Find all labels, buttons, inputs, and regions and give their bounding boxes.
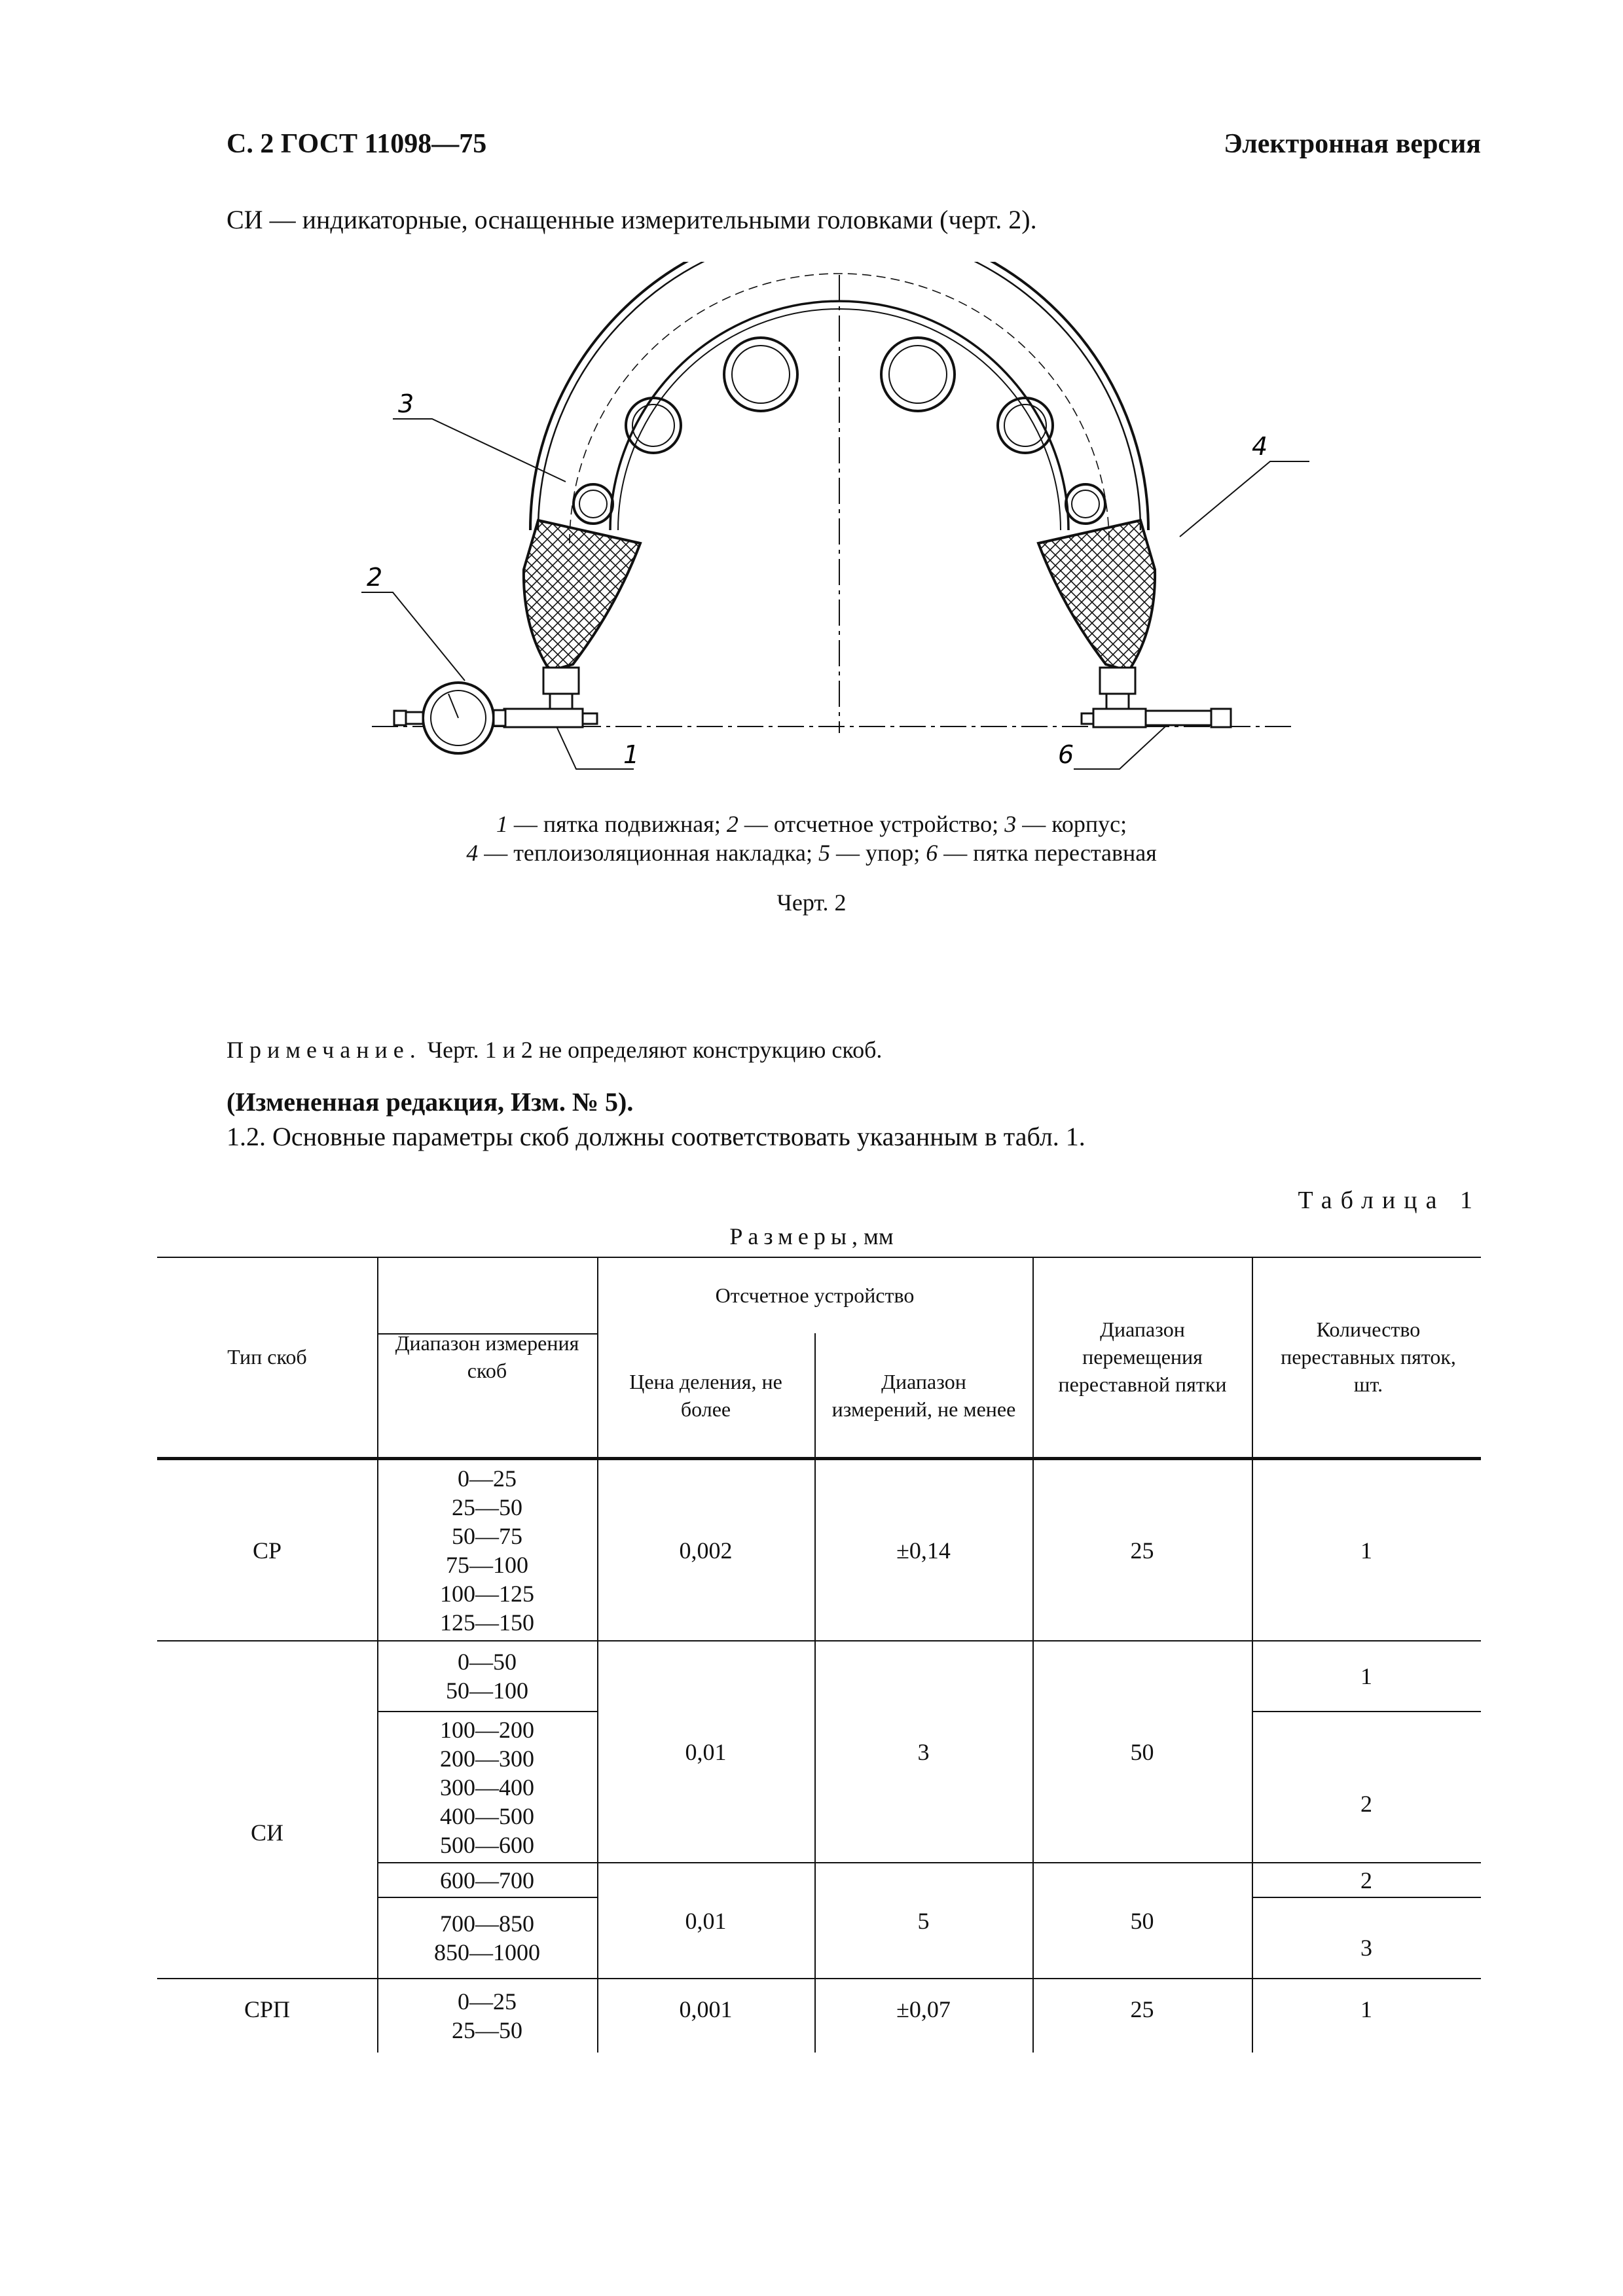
movable-anvil-assembly	[504, 668, 597, 727]
header-type: Тип скоб	[227, 1345, 307, 1369]
amendment-note: (Измененная редакция, Изм. № 5).	[227, 1087, 634, 1117]
legend-text: — корпус;	[1016, 811, 1127, 837]
table-cell-si-type: СИ	[250, 1820, 283, 1846]
legend-num: 3	[1004, 811, 1017, 837]
intro-text: СИ — индикаторные, оснащенные измерительными головками (черт. 2).	[227, 205, 1037, 234]
table-units	[0, 1223, 1623, 1250]
table-cell-si-qty-1: 1	[1360, 1663, 1372, 1689]
table-cell-si-range-4: 700—850 850—1000	[434, 1910, 540, 1965]
insulation-pad-left	[524, 520, 640, 671]
table-cell-sr-type: СР	[252, 1537, 282, 1564]
table-cell-si-range-1: 0—50 50—100	[446, 1649, 528, 1704]
table-cell-si-range-2: 100—200 200—300 300—400 400—500 500—600	[440, 1716, 534, 1858]
table-cell-srp-qty: 1	[1360, 1996, 1372, 2022]
insulation-pad-right	[1038, 520, 1155, 671]
units-label: Размеры	[729, 1223, 852, 1249]
table-cell-si-qty-4: 3	[1360, 1935, 1372, 1961]
table-cell-si-division-a: 0,01	[685, 1738, 727, 1765]
table-label: Таблица 1	[1298, 1187, 1481, 1214]
table-cell-srp-move: 25	[1130, 1996, 1154, 2022]
paragraph-1-2: 1.2. Основные параметры скоб должны соответствовать указанным в табл. 1.	[227, 1122, 1085, 1151]
callout-2: 2	[367, 563, 383, 592]
figure-legend-line-2	[0, 839, 1623, 867]
page-header-left: С. 2 ГОСТ 11098—75	[227, 129, 487, 159]
note	[227, 1036, 882, 1064]
legend-text: — теплоизоляционная накладка;	[478, 840, 818, 866]
legend-text: — упор;	[830, 840, 926, 866]
callout-4: 4	[1252, 432, 1268, 461]
dial-indicator	[394, 683, 505, 753]
table-cell-si-division-b: 0,01	[685, 1907, 727, 1934]
callout-3: 3	[398, 389, 414, 418]
header-meas-range: Диапазон измерений, не менее	[831, 1369, 1016, 1421]
page-header-right: Электронная версия	[1224, 129, 1481, 159]
table-cell-srp-meas: ±0,07	[896, 1996, 951, 2022]
table-cell-srp-division: 0,001	[679, 1996, 733, 2022]
parameters-table	[157, 1257, 1481, 2053]
legend-text: — пятка подвижная;	[507, 811, 727, 837]
legend-text: — пятка переставная	[938, 840, 1157, 866]
table-cell-si-qty-2: 2	[1360, 1790, 1372, 1817]
table-cell-si-move-b: 50	[1130, 1907, 1154, 1934]
table-cell-sr-qty: 1	[1360, 1537, 1372, 1564]
table-cell-sr-move: 25	[1130, 1537, 1154, 1564]
figure-legend-line-1	[0, 810, 1623, 838]
legend-num: 4	[466, 840, 479, 866]
header-reading-device: Отсчетное устройство	[715, 1283, 915, 1307]
table-cell-sr-division: 0,002	[679, 1537, 733, 1564]
legend-num: 1	[496, 811, 508, 837]
note-text: Черт. 1 и 2 не определяют конструкцию скоб.	[421, 1037, 883, 1063]
table-cell-si-meas-b: 5	[917, 1907, 930, 1934]
caliper-drawing	[354, 262, 1309, 772]
note-label: Примечание.	[227, 1037, 422, 1063]
legend-num: 6	[926, 840, 938, 866]
legend-num: 2	[726, 811, 739, 837]
callout-1: 1	[623, 740, 640, 769]
table-cell-srp-ranges: 0—25 25—50	[452, 1988, 522, 2043]
table-cell-sr-meas: ±0,14	[896, 1537, 951, 1564]
table-cell-sr-ranges: 0—25 25—50 50—75 75—100 100—125 125—150	[440, 1465, 534, 1636]
table-cell-si-move-a: 50	[1130, 1738, 1154, 1765]
legend-text: — отсчетное устройство;	[738, 811, 1005, 837]
table-cell-srp-type: СРП	[244, 1996, 291, 2022]
header-division: Цена деления, не более	[629, 1369, 782, 1421]
header-movement: Диапазон перемещения переставной пятки	[1058, 1318, 1227, 1396]
table-cell-si-range-3: 600—700	[440, 1867, 534, 1893]
legend-num: 5	[818, 840, 830, 866]
units-unit: , мм	[852, 1223, 894, 1249]
table-cell-si-meas-a: 3	[917, 1738, 930, 1765]
figure-caption: Черт. 2	[776, 889, 847, 916]
header-range: Диапазон измерения скоб	[395, 1331, 579, 1382]
callout-6: 6	[1058, 740, 1074, 769]
header-quantity: Количество переставных пяток, шт.	[1281, 1318, 1456, 1396]
adjustable-anvil-assembly	[1082, 668, 1231, 727]
table-cell-si-qty-3: 2	[1360, 1867, 1372, 1893]
